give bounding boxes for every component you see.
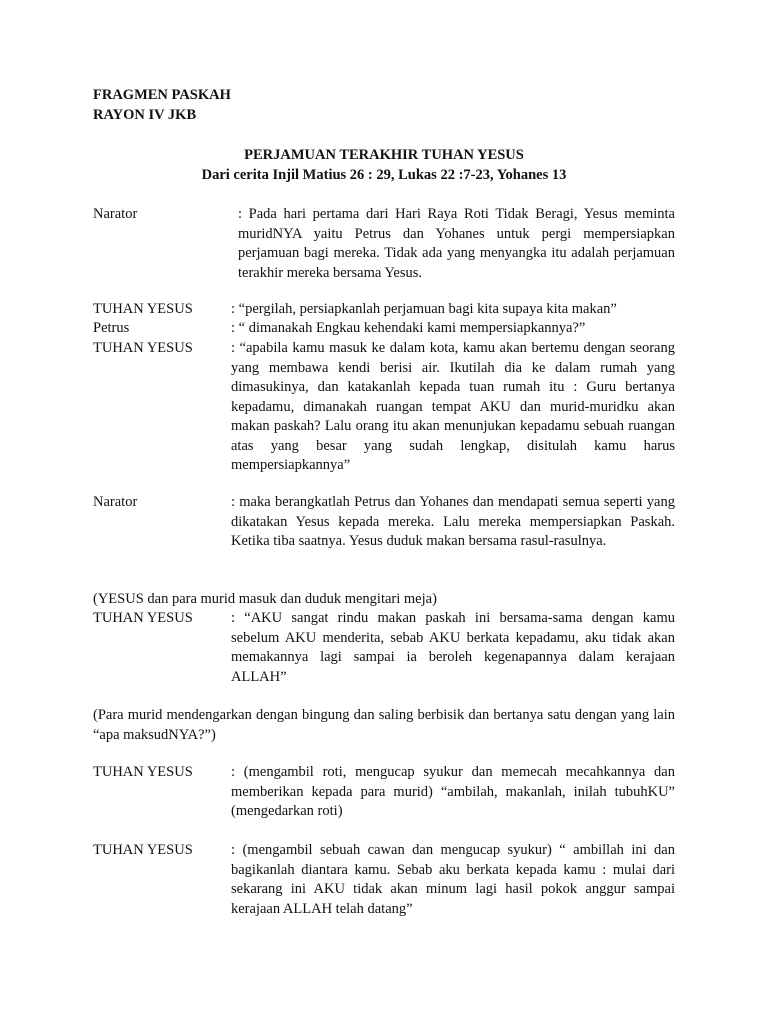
header-line-1: FRAGMEN PASKAH bbox=[93, 87, 231, 103]
speaker-name: TUHAN YESUS bbox=[93, 842, 193, 858]
speaker-name: TUHAN YESUS bbox=[93, 764, 193, 780]
document-title: PERJAMUAN TERAKHIR TUHAN YESUS bbox=[244, 147, 524, 163]
speaker-name: Petrus bbox=[93, 320, 130, 336]
header-line-2: RAYON IV JKB bbox=[93, 106, 197, 123]
speech-text: : “pergilah, persiapkanlah perjamuan bagi kita supaya kita makan” bbox=[231, 301, 617, 317]
document-subtitle: Dari cerita Injil Matius 26 : 29, Lukas 22 :7-23, Yohanes 13 bbox=[201, 166, 567, 183]
stage-direction: (YESUS dan para murid masuk dan duduk mengitari meja) bbox=[93, 591, 437, 607]
title-block bbox=[93, 146, 675, 185]
speaker-name: TUHAN YESUS bbox=[93, 301, 193, 317]
script-entry bbox=[93, 841, 675, 919]
speech-text: : “AKU sangat rindu makan paskah ini bersama-sama dengan kamu sebelum AKU menderita, sebab AKU berkata kepadamu, aku tidak akan memakannya lagi sampai ia beroleh kegenapannya dalam kerajaan ALLAH” bbox=[231, 610, 675, 685]
script-entry bbox=[93, 205, 675, 283]
speech-text: : (mengambil sebuah cawan dan mengucap syukur) “ ambillah ini dan bagikanlah diantara kamu. Sebab aku berkata kepada kamu : mulai dari sekarang ini AKU tidak akan minum lagi hasil pokok anggur sampai kerajaan ALLAH telah datang” bbox=[231, 842, 675, 917]
speaker-name: Narator bbox=[93, 494, 138, 510]
speaker-name: TUHAN YESUS bbox=[93, 340, 193, 356]
speech-text: : “ dimanakah Engkau kehendaki kami mempersiapkannya?” bbox=[231, 320, 586, 336]
speech-text: : Pada hari pertama dari Hari Raya Roti Tidak Beragi, Yesus meminta muridNYA yaitu Petrus dan Yohanes untuk pergi mempersiapkan perjamuan bagi mereka. Tidak ada yang menyangka itu adalah perjamuan terakhir mereka bersama Yesus. bbox=[238, 206, 675, 281]
script-entry bbox=[93, 493, 675, 552]
speech-text: : (mengambil roti, mengucap syukur dan memecah mecahkannya dan memberikan kepada para murid) “ambilah, makanlah, inilah tubuhKU” (mengedarkan roti) bbox=[231, 764, 675, 819]
stage-direction: (Para murid mendengarkan dengan bingung dan saling berbisik dan bertanya satu dengan yang lain “apa maksudNYA?”) bbox=[93, 707, 675, 743]
document-header bbox=[93, 86, 231, 125]
script-entry bbox=[93, 609, 675, 687]
speaker-name: Narator bbox=[93, 206, 138, 222]
script-entry bbox=[93, 763, 675, 822]
speech-text: : maka berangkatlah Petrus dan Yohanes dan mendapati semua seperti yang dikatakan Yesus kepada mereka. Lalu mereka mempersiapkan Paskah. Ketika tiba saatnya. Yesus duduk makan bersama rasul-rasulnya. bbox=[231, 494, 675, 549]
script-entry bbox=[93, 339, 675, 476]
speaker-name: TUHAN YESUS bbox=[93, 610, 193, 626]
script-entry bbox=[93, 319, 675, 339]
script-entry bbox=[93, 300, 675, 320]
speech-text: : “apabila kamu masuk ke dalam kota, kamu akan bertemu dengan seorang yang membawa kendi berisi air. Ikutilah dia ke dalam rumah yang dimasukinya, dan katakanlah kepada tuan rumah itu : Guru bertanya kepadamu, dimanakah ruangan tempat AKU dan murid-muridku akan makan paskah? Lalu orang itu akan menunjukan kepadamu sebuah ruangan atas yang besar yang sudah lengkap, disitulah kamu harus mempersiapkannya” bbox=[231, 340, 675, 473]
